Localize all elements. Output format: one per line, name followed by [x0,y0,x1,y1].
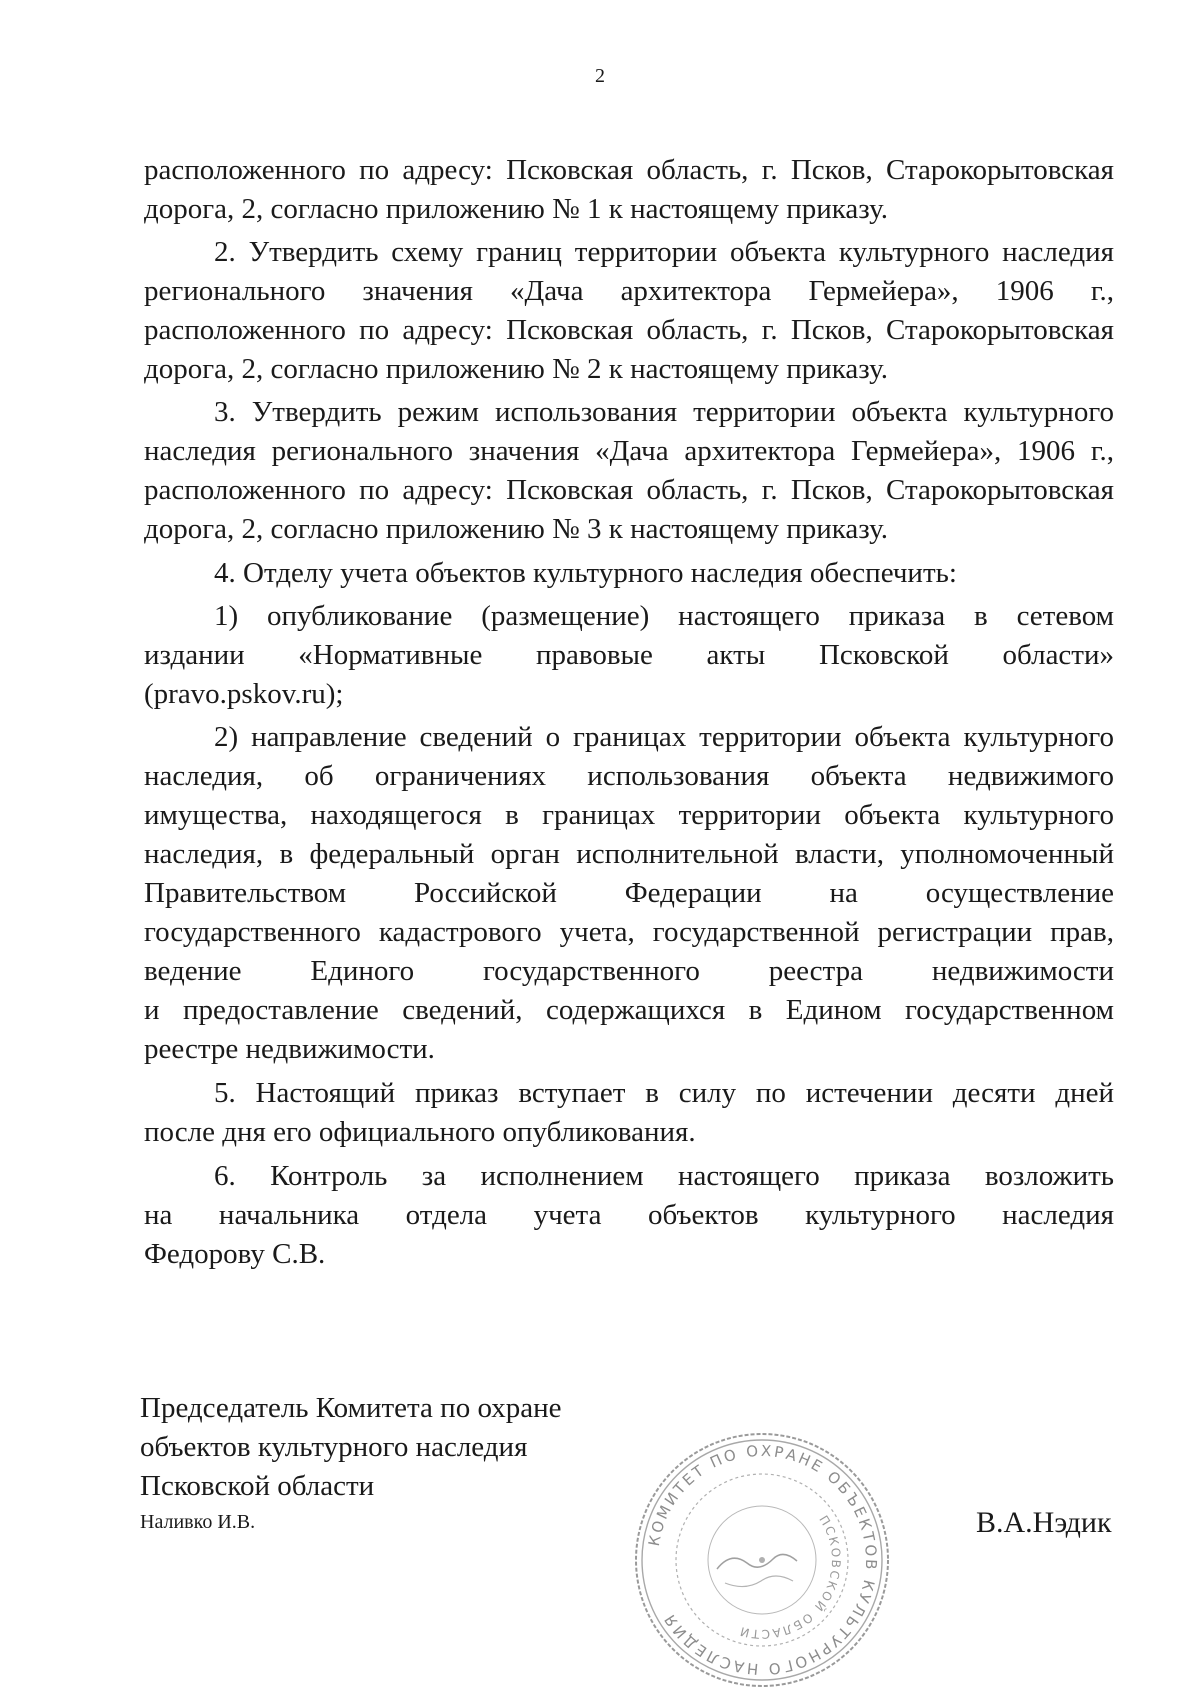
text-line: расположенного по адресу: Псковская область, г. Псков, Старокорытовская [144,154,1114,186]
text-line: ведение Единого государственного реестра недвижимости [144,955,1114,987]
text-line: имущества, находящегося в границах территории объекта культурного [144,799,1114,831]
text-line: 2. Утвердить схему границ территории объекта культурного наследия [214,236,1114,268]
official-seal-icon [633,1431,891,1689]
svg-text:КОМИТЕТ ПО ОХРАНЕ ОБЪЕКТОВ КУЛ: КОМИТЕТ ПО ОХРАНЕ ОБЪЕКТОВ КУЛЬТУРНОГО НАСЛЕДИЯ [644,1441,881,1679]
text-line: 2) направление сведений о границах территории объекта культурного [214,721,1114,753]
text-line: (pravo.pskov.ru); [144,678,344,710]
signer-name: В.А.Нэдик [976,1506,1112,1539]
text-line: после дня его официального опубликования. [144,1116,696,1148]
prepared-by: Наливко И.В. [140,1511,256,1533]
signer-position-line: объектов культурного наследия [140,1431,528,1463]
text-line: расположенного по адресу: Псковская область, г. Псков, Старокорытовская [144,474,1114,506]
text-line: 3. Утвердить режим использования территории объекта культурного [214,396,1114,428]
text-line: наследия, об ограничениях использования объекта недвижимого [144,760,1114,792]
text-line: на начальника отдела учета объектов культурного наследия [144,1199,1114,1231]
text-line: 6. Контроль за исполнением настоящего приказа возложить [214,1160,1114,1192]
text-line: 1) опубликование (размещение) настоящего приказа в сетевом [214,600,1114,632]
text-line: 4. Отделу учета объектов культурного наследия обеспечить: [214,557,957,589]
text-line: наследия, в федеральный орган исполнительной власти, уполномоченный [144,838,1114,870]
text-line: Федорову С.В. [144,1238,326,1270]
signer-position-line: Председатель Комитета по охране [140,1392,562,1424]
text-line: расположенного по адресу: Псковская область, г. Псков, Старокорытовская [144,314,1114,346]
text-line: 5. Настоящий приказ вступает в силу по истечении десяти дней [214,1077,1114,1109]
svg-text:ПСКОВСКОЙ ОБЛАСТИ: ПСКОВСКОЙ ОБЛАСТИ [736,1513,844,1642]
text-line: регионального значения «Дача архитектора Гермейера», 1906 г., [144,275,1114,307]
text-line: наследия регионального значения «Дача архитектора Гермейера», 1906 г., [144,435,1114,467]
page-number: 2 [595,65,605,87]
text-line: дорога, 2, согласно приложению № 2 к настоящему приказу. [144,353,888,385]
signer-position-line: Псковской области [140,1470,375,1502]
text-line: реестре недвижимости. [144,1033,435,1065]
text-line: и предоставление сведений, содержащихся в Едином государственном [144,994,1114,1026]
text-line: дорога, 2, согласно приложению № 1 к настоящему приказу. [144,193,888,225]
text-line: Правительством Российской Федерации на осуществление [144,877,1114,909]
text-line: дорога, 2, согласно приложению № 3 к настоящему приказу. [144,513,888,545]
text-line: государственного кадастрового учета, государственной регистрации прав, [144,916,1114,948]
text-line: издании «Нормативные правовые акты Псковской области» [144,639,1114,671]
